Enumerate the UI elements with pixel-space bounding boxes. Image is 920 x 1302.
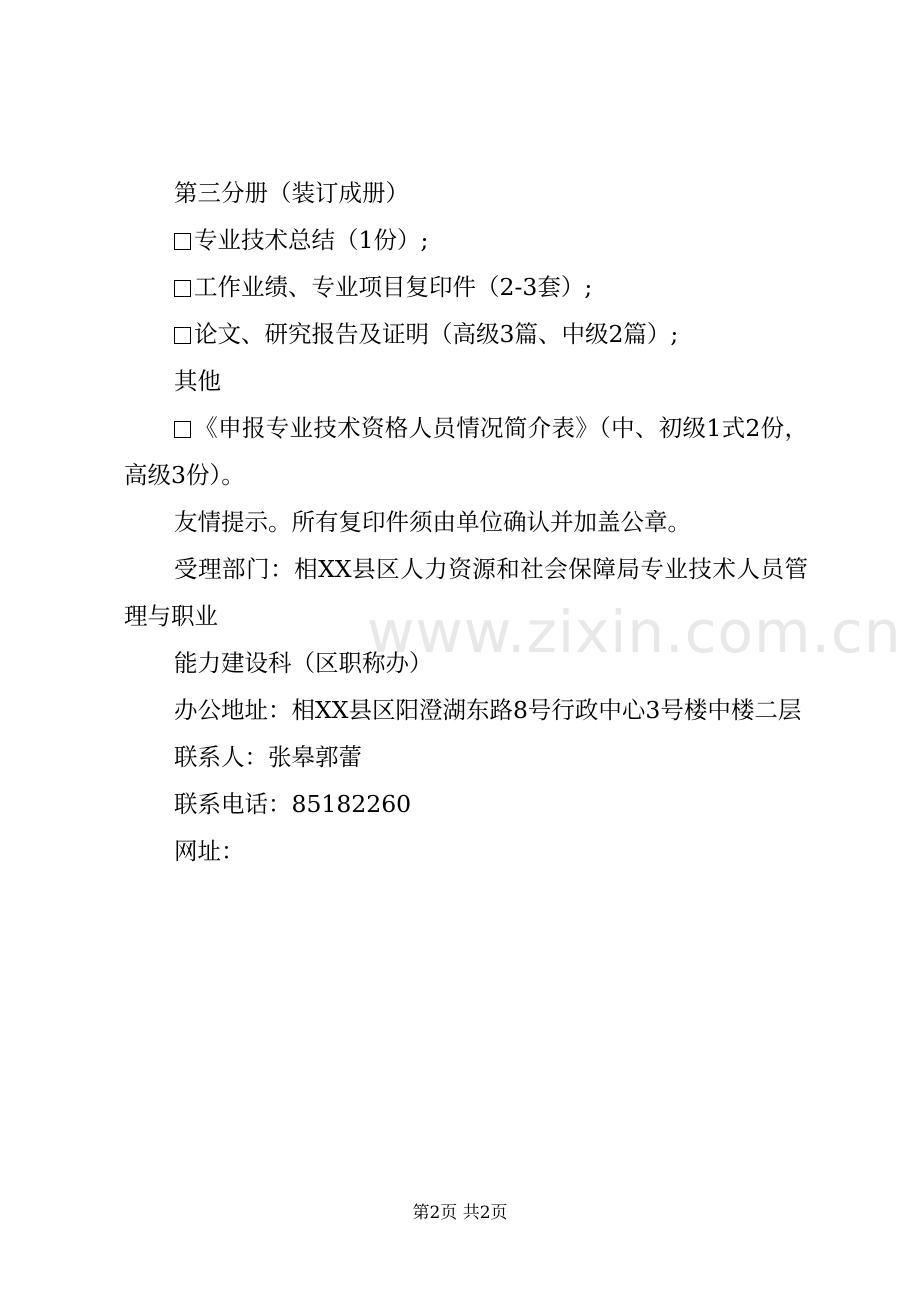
checkbox-icon bbox=[174, 233, 191, 250]
checkbox-icon bbox=[174, 280, 191, 297]
section-heading bbox=[124, 170, 808, 217]
reminder-text bbox=[124, 499, 808, 546]
reminder-text-content: 友情提示。所有复印件须由单位确认并加盖公章。 bbox=[174, 508, 691, 536]
website-text: 网址： bbox=[174, 837, 245, 865]
department-text-content: 受理部门：相XX县区人力资源和社会保障局专业技术人员管理与职业 bbox=[124, 555, 808, 630]
checkbox-icon bbox=[174, 421, 191, 438]
checklist-item bbox=[124, 264, 808, 311]
checklist-item-text: 论文、研究报告及证明（高级3篇、中级2篇）; bbox=[194, 320, 679, 348]
website bbox=[124, 828, 808, 875]
contact-phone-text: 联系电话：85182260 bbox=[174, 790, 412, 818]
checklist-item bbox=[124, 405, 808, 499]
section-heading-text: 第三分册（装订成册） bbox=[174, 179, 409, 207]
checklist-item-text: 专业技术总结（1份）; bbox=[194, 226, 429, 254]
department-continued-text bbox=[124, 640, 808, 687]
department-continued-content: 能力建设科（区职称办） bbox=[174, 649, 433, 677]
address-text bbox=[124, 687, 808, 734]
watermark: www.zixin.com.cn bbox=[367, 598, 902, 666]
checklist-item bbox=[124, 311, 808, 358]
contact-person bbox=[124, 734, 808, 781]
checklist-item-text: 工作业绩、专业项目复印件（2-3套）; bbox=[194, 273, 593, 301]
other-heading-text: 其他 bbox=[174, 367, 221, 395]
contact-person-text: 联系人：张皋郭蕾 bbox=[174, 743, 362, 771]
checkbox-icon bbox=[174, 327, 191, 344]
other-heading bbox=[124, 358, 808, 405]
checklist-item-text: 《申报专业技术资格人员情况简介表》（中、初级1式2份，高级3份）。 bbox=[124, 414, 808, 489]
document-body bbox=[124, 170, 808, 875]
department-text bbox=[124, 546, 808, 640]
checklist-item bbox=[124, 217, 808, 264]
contact-phone bbox=[124, 781, 808, 828]
address-text-content: 办公地址：相XX县区阳澄湖东路8号行政中心3号楼中楼二层 bbox=[174, 696, 802, 724]
page-footer: 第2页 共2页 bbox=[412, 1203, 508, 1223]
